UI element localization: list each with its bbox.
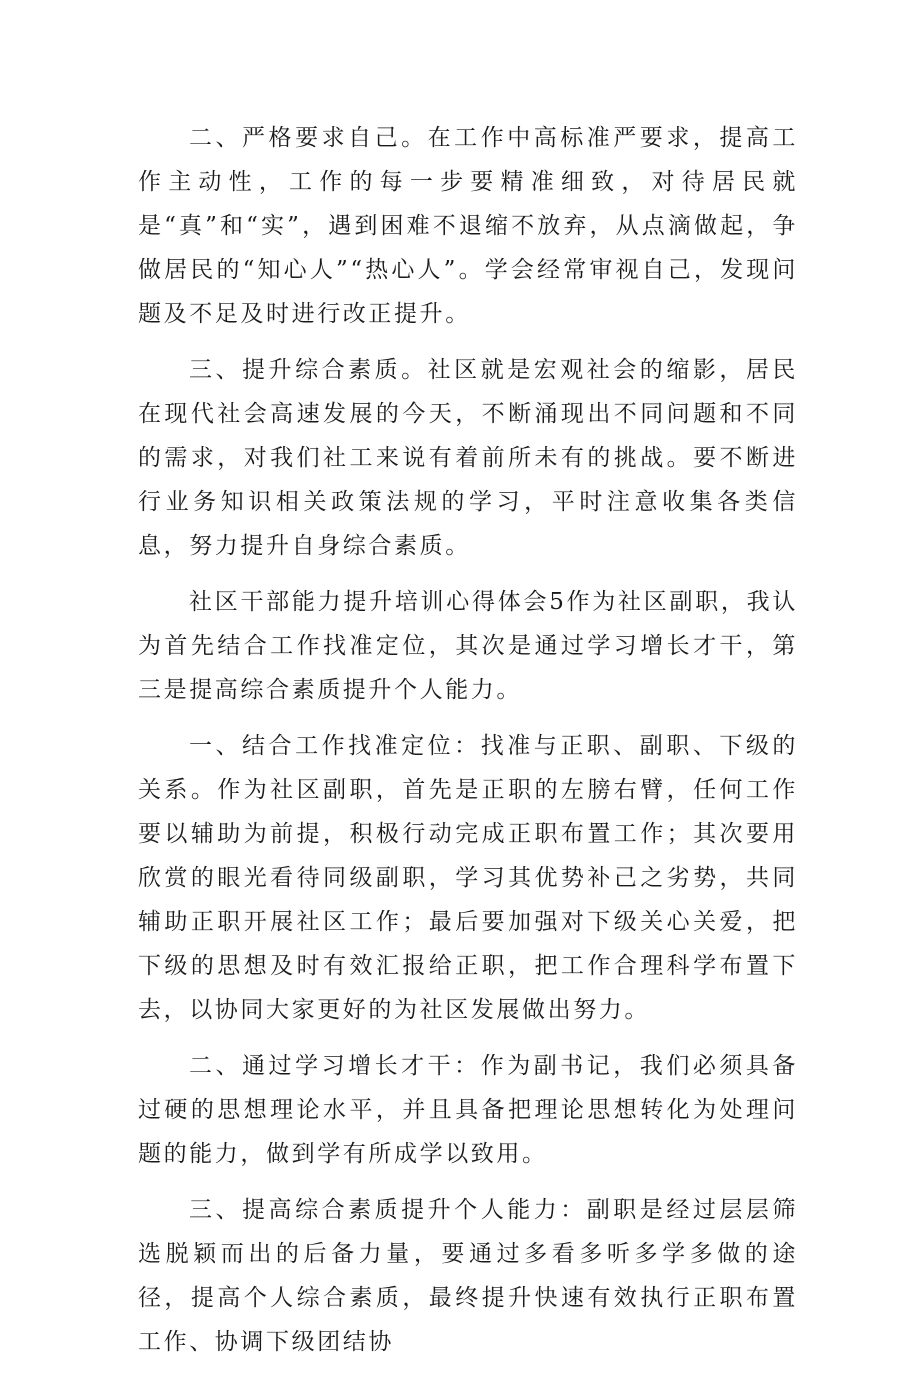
paragraph-improve-quality: 三、提升综合素质。社区就是宏观社会的缩影，居民在现代社会高速发展的今天，不断涌现出不同问题和不同的需求，对我们社工来说有着前所未有的挑战。要不断进行业务知识相关政策法规的学习，平时注意收集各类信息，努力提升自身综合素质。 (138, 357, 798, 559)
paragraph-positioning: 一、结合工作找准定位：找准与正职、副职、下级的关系。作为社区副职，首先是正职的左膀右臂，任何工作要以辅助为前提，积极行动完成正职布置工作；其次要用欣赏的眼光看待同级副职，学习其优势补己之劣势，共同辅助正职开展社区工作；最后要加强对下级关心关爱，把下级的思想及时有效汇报给正职，把工作合理科学布置下去，以协同大家更好的为社区发展做出努力。 (138, 733, 798, 1023)
paragraph-personal-ability: 三、提高综合素质提升个人能力：副职是经过层层筛选脱颖而出的后备力量，要通过多看多听多学多做的途径，提高个人综合素质，最终提升快速有效执行正职布置工作、协调下级团结协 (138, 1197, 798, 1355)
paragraph-learning: 二、通过学习增长才干：作为副书记，我们必须具备过硬的思想理论水平，并且具备把理论思想转化为处理问题的能力，做到学有所成学以致用。 (138, 1053, 798, 1167)
paragraph-training-intro: 社区干部能力提升培训心得体会5作为社区副职，我认为首先结合工作找准定位，其次是通过学习增长才干，第三是提高综合素质提升个人能力。 (138, 589, 798, 703)
document-page (138, 116, 798, 1376)
paragraph-strict-requirements: 二、严格要求自己。在工作中高标准严要求，提高工作主动性，工作的每一步要精准细致，对待居民就是“真”和“实”，遇到困难不退缩不放弃，从点滴做起，争做居民的“知心人”“热心人”。学会经常审视自己，发现问题及不足及时进行改正提升。 (138, 125, 798, 327)
